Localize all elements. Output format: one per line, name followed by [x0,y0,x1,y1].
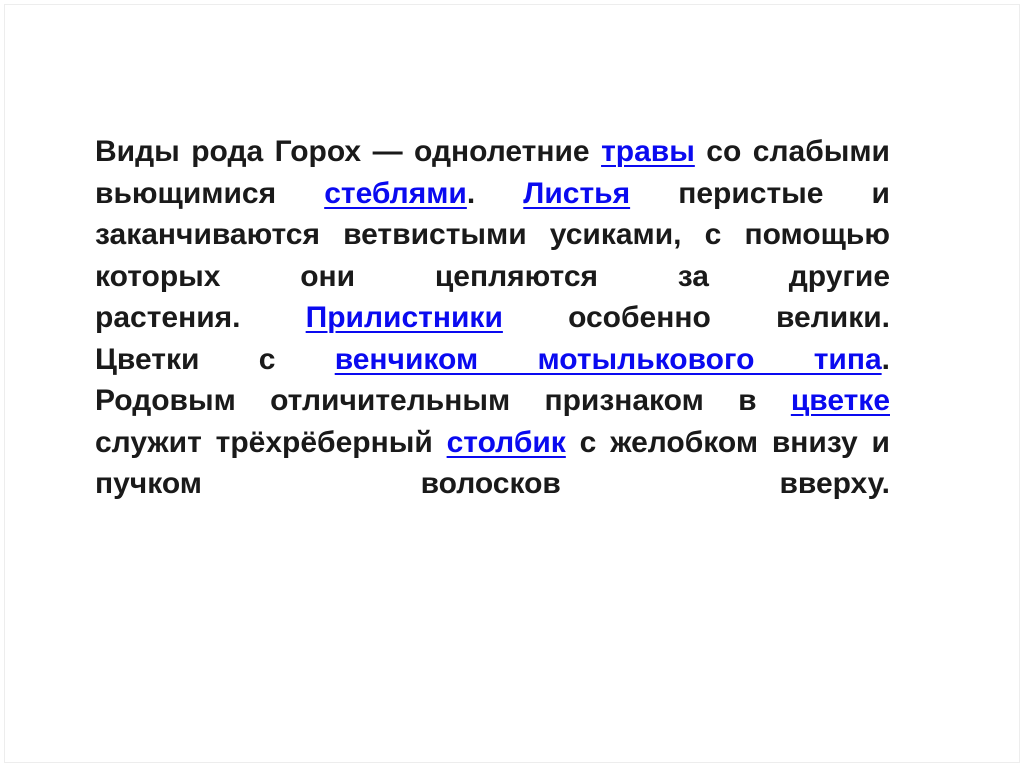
text-line [95,463,890,505]
text-segment: растения. [95,301,306,334]
text-line [95,380,890,422]
text-line [95,256,890,298]
text-segment: . [881,342,890,376]
text-segment: вьющимися [95,176,325,210]
text-line [95,131,890,173]
text-line [95,214,890,256]
hyperlink-tsvetke[interactable]: цветке [790,384,890,417]
text-segment: со слабыми [694,135,890,168]
text-segment: пучком волосков вверху. [95,467,890,500]
text-segment: . [466,176,524,210]
text-line [95,422,890,464]
text-segment: служит трёхрёберный [95,425,447,459]
hyperlink-listya[interactable]: Листья [523,176,631,210]
hyperlink-steblyami[interactable]: стеблями [324,176,467,210]
text-segment: заканчиваются ветвистыми усиками, с помощью [95,218,890,251]
text-line [95,297,890,339]
hyperlink-stolbik[interactable]: столбик [446,425,566,459]
text-segment: с желобком внизу и [565,425,890,459]
text-segment: Виды рода Горох — однолетние [95,135,602,168]
text-line [95,173,890,215]
text-segment: особенно велики. [502,301,890,334]
text-segment: Родовым отличительным признаком в [95,384,791,417]
hyperlink-travy[interactable]: травы [601,135,695,168]
text-line [95,339,890,381]
text-segment: которых они цепляются за другие [95,259,890,293]
text-segment: Цветки с [95,342,335,376]
slide-text-block [95,131,890,505]
hyperlink-venchikom-motylkovogo-tipa[interactable]: венчиком мотылькового типа [334,342,882,376]
text-segment: перистые и [630,176,890,210]
hyperlink-prilistniki[interactable]: Прилистники [305,301,503,334]
